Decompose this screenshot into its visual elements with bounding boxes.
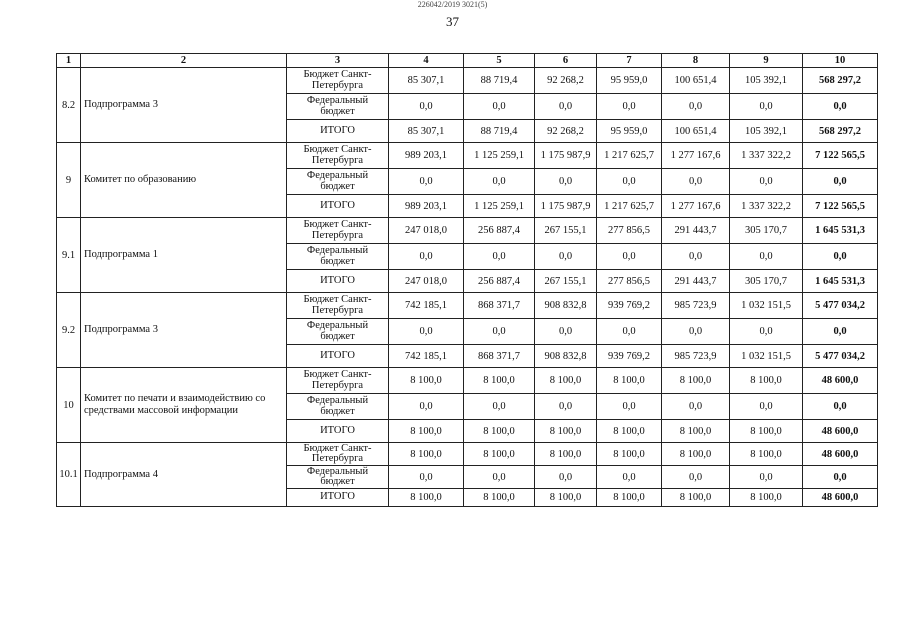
year-value: 0,0 bbox=[464, 169, 535, 195]
year-value: 8 100,0 bbox=[662, 420, 730, 443]
year-value: 0,0 bbox=[464, 94, 535, 120]
column-header: 8 bbox=[662, 54, 730, 68]
total-value: 7 122 565,5 bbox=[803, 143, 878, 169]
table-row bbox=[57, 443, 878, 466]
year-value: 0,0 bbox=[535, 169, 597, 195]
program-name: Подпрограмма 3 bbox=[81, 293, 287, 368]
funding-source: Бюджет Санкт-Петербурга bbox=[287, 218, 389, 244]
column-header: 7 bbox=[597, 54, 662, 68]
year-value: 0,0 bbox=[389, 466, 464, 489]
year-value: 277 856,5 bbox=[597, 270, 662, 293]
funding-source: Федеральный бюджет bbox=[287, 394, 389, 420]
year-value: 0,0 bbox=[464, 466, 535, 489]
year-value: 100 651,4 bbox=[662, 120, 730, 143]
total-value: 0,0 bbox=[803, 319, 878, 345]
year-value: 291 443,7 bbox=[662, 270, 730, 293]
program-name: Подпрограмма 4 bbox=[81, 443, 287, 507]
year-value: 0,0 bbox=[730, 244, 803, 270]
total-value: 48 600,0 bbox=[803, 368, 878, 394]
table-row bbox=[57, 68, 878, 94]
funding-source: Бюджет Санкт-Петербурга bbox=[287, 293, 389, 319]
year-value: 0,0 bbox=[662, 244, 730, 270]
year-value: 8 100,0 bbox=[535, 443, 597, 466]
year-value: 8 100,0 bbox=[662, 368, 730, 394]
budget-table bbox=[56, 53, 878, 507]
total-value: 48 600,0 bbox=[803, 443, 878, 466]
funding-source: ИТОГО bbox=[287, 420, 389, 443]
year-value: 0,0 bbox=[389, 319, 464, 345]
column-header: 5 bbox=[464, 54, 535, 68]
year-value: 8 100,0 bbox=[730, 489, 803, 507]
year-value: 92 268,2 bbox=[535, 68, 597, 94]
year-value: 8 100,0 bbox=[662, 489, 730, 507]
total-value: 0,0 bbox=[803, 244, 878, 270]
column-header: 3 bbox=[287, 54, 389, 68]
year-value: 0,0 bbox=[597, 394, 662, 420]
total-value: 1 645 531,3 bbox=[803, 270, 878, 293]
year-value: 0,0 bbox=[662, 466, 730, 489]
year-value: 0,0 bbox=[464, 319, 535, 345]
year-value: 989 203,1 bbox=[389, 143, 464, 169]
total-value: 0,0 bbox=[803, 394, 878, 420]
year-value: 0,0 bbox=[662, 169, 730, 195]
program-name: Подпрограмма 1 bbox=[81, 218, 287, 293]
funding-source: Федеральный бюджет bbox=[287, 466, 389, 489]
year-value: 1 217 625,7 bbox=[597, 143, 662, 169]
table-body bbox=[57, 68, 878, 507]
year-value: 305 170,7 bbox=[730, 270, 803, 293]
year-value: 868 371,7 bbox=[464, 293, 535, 319]
table-row bbox=[57, 218, 878, 244]
funding-source: ИТОГО bbox=[287, 270, 389, 293]
year-value: 8 100,0 bbox=[464, 489, 535, 507]
funding-source: ИТОГО bbox=[287, 345, 389, 368]
year-value: 742 185,1 bbox=[389, 293, 464, 319]
year-value: 100 651,4 bbox=[662, 68, 730, 94]
year-value: 8 100,0 bbox=[389, 489, 464, 507]
row-number: 8.2 bbox=[57, 68, 81, 143]
year-value: 8 100,0 bbox=[389, 443, 464, 466]
year-value: 8 100,0 bbox=[662, 443, 730, 466]
year-value: 0,0 bbox=[730, 94, 803, 120]
year-value: 0,0 bbox=[464, 394, 535, 420]
row-number: 9.1 bbox=[57, 218, 81, 293]
year-value: 92 268,2 bbox=[535, 120, 597, 143]
total-value: 568 297,2 bbox=[803, 68, 878, 94]
total-value: 7 122 565,5 bbox=[803, 195, 878, 218]
year-value: 85 307,1 bbox=[389, 68, 464, 94]
program-name: Комитет по образованию bbox=[81, 143, 287, 218]
funding-source: Бюджет Санкт-Петербурга bbox=[287, 68, 389, 94]
funding-source: Федеральный бюджет bbox=[287, 169, 389, 195]
year-value: 88 719,4 bbox=[464, 120, 535, 143]
row-number: 10 bbox=[57, 368, 81, 443]
year-value: 1 277 167,6 bbox=[662, 195, 730, 218]
year-value: 8 100,0 bbox=[597, 443, 662, 466]
year-value: 0,0 bbox=[597, 244, 662, 270]
year-value: 0,0 bbox=[389, 94, 464, 120]
year-value: 267 155,1 bbox=[535, 270, 597, 293]
year-value: 1 125 259,1 bbox=[464, 195, 535, 218]
year-value: 8 100,0 bbox=[730, 420, 803, 443]
year-value: 1 217 625,7 bbox=[597, 195, 662, 218]
year-value: 0,0 bbox=[730, 169, 803, 195]
year-value: 985 723,9 bbox=[662, 345, 730, 368]
year-value: 939 769,2 bbox=[597, 345, 662, 368]
year-value: 0,0 bbox=[535, 394, 597, 420]
year-value: 0,0 bbox=[535, 244, 597, 270]
column-header: 6 bbox=[535, 54, 597, 68]
year-value: 95 959,0 bbox=[597, 120, 662, 143]
year-value: 267 155,1 bbox=[535, 218, 597, 244]
year-value: 0,0 bbox=[730, 466, 803, 489]
header-row bbox=[57, 54, 878, 68]
row-number: 9.2 bbox=[57, 293, 81, 368]
year-value: 291 443,7 bbox=[662, 218, 730, 244]
year-value: 85 307,1 bbox=[389, 120, 464, 143]
year-value: 908 832,8 bbox=[535, 345, 597, 368]
year-value: 8 100,0 bbox=[535, 489, 597, 507]
year-value: 1 032 151,5 bbox=[730, 293, 803, 319]
funding-source: Федеральный бюджет bbox=[287, 94, 389, 120]
year-value: 0,0 bbox=[597, 319, 662, 345]
program-name: Подпрограмма 3 bbox=[81, 68, 287, 143]
total-value: 48 600,0 bbox=[803, 420, 878, 443]
funding-source: Федеральный бюджет bbox=[287, 244, 389, 270]
total-value: 48 600,0 bbox=[803, 489, 878, 507]
funding-source: ИТОГО bbox=[287, 195, 389, 218]
year-value: 8 100,0 bbox=[597, 420, 662, 443]
year-value: 105 392,1 bbox=[730, 68, 803, 94]
year-value: 1 125 259,1 bbox=[464, 143, 535, 169]
year-value: 0,0 bbox=[464, 244, 535, 270]
year-value: 0,0 bbox=[535, 94, 597, 120]
year-value: 88 719,4 bbox=[464, 68, 535, 94]
total-value: 0,0 bbox=[803, 466, 878, 489]
total-value: 1 645 531,3 bbox=[803, 218, 878, 244]
column-header: 4 bbox=[389, 54, 464, 68]
funding-source: Федеральный бюджет bbox=[287, 319, 389, 345]
year-value: 0,0 bbox=[389, 244, 464, 270]
year-value: 0,0 bbox=[730, 394, 803, 420]
year-value: 8 100,0 bbox=[389, 368, 464, 394]
year-value: 939 769,2 bbox=[597, 293, 662, 319]
year-value: 8 100,0 bbox=[535, 420, 597, 443]
year-value: 868 371,7 bbox=[464, 345, 535, 368]
year-value: 0,0 bbox=[662, 319, 730, 345]
year-value: 0,0 bbox=[597, 466, 662, 489]
row-number: 9 bbox=[57, 143, 81, 218]
year-value: 1 277 167,6 bbox=[662, 143, 730, 169]
year-value: 0,0 bbox=[597, 169, 662, 195]
year-value: 1 337 322,2 bbox=[730, 195, 803, 218]
year-value: 256 887,4 bbox=[464, 218, 535, 244]
table-row bbox=[57, 143, 878, 169]
year-value: 8 100,0 bbox=[730, 443, 803, 466]
year-value: 247 018,0 bbox=[389, 270, 464, 293]
table-row bbox=[57, 293, 878, 319]
total-value: 0,0 bbox=[803, 94, 878, 120]
year-value: 8 100,0 bbox=[464, 368, 535, 394]
column-header: 10 bbox=[803, 54, 878, 68]
funding-source: Бюджет Санкт-Петербурга bbox=[287, 443, 389, 466]
year-value: 305 170,7 bbox=[730, 218, 803, 244]
program-name: Комитет по печати и взаимодействию со средствами массовой информации bbox=[81, 368, 287, 443]
year-value: 1 175 987,9 bbox=[535, 143, 597, 169]
funding-source: Бюджет Санкт-Петербурга bbox=[287, 143, 389, 169]
year-value: 8 100,0 bbox=[730, 368, 803, 394]
total-value: 5 477 034,2 bbox=[803, 293, 878, 319]
year-value: 105 392,1 bbox=[730, 120, 803, 143]
table-row bbox=[57, 368, 878, 394]
document-code: 226042/2019 3021(5) bbox=[417, 0, 488, 9]
year-value: 0,0 bbox=[597, 94, 662, 120]
page-number: 37 bbox=[446, 14, 459, 29]
year-value: 0,0 bbox=[535, 466, 597, 489]
year-value: 1 032 151,5 bbox=[730, 345, 803, 368]
year-value: 0,0 bbox=[389, 169, 464, 195]
funding-source: ИТОГО bbox=[287, 489, 389, 507]
year-value: 985 723,9 bbox=[662, 293, 730, 319]
year-value: 0,0 bbox=[535, 319, 597, 345]
total-value: 568 297,2 bbox=[803, 120, 878, 143]
year-value: 908 832,8 bbox=[535, 293, 597, 319]
column-header: 1 bbox=[57, 54, 81, 68]
year-value: 8 100,0 bbox=[597, 489, 662, 507]
year-value: 742 185,1 bbox=[389, 345, 464, 368]
column-header: 2 bbox=[81, 54, 287, 68]
funding-source: Бюджет Санкт-Петербурга bbox=[287, 368, 389, 394]
funding-source: ИТОГО bbox=[287, 120, 389, 143]
year-value: 8 100,0 bbox=[464, 420, 535, 443]
total-value: 0,0 bbox=[803, 169, 878, 195]
year-value: 1 337 322,2 bbox=[730, 143, 803, 169]
year-value: 247 018,0 bbox=[389, 218, 464, 244]
year-value: 95 959,0 bbox=[597, 68, 662, 94]
year-value: 8 100,0 bbox=[389, 420, 464, 443]
year-value: 256 887,4 bbox=[464, 270, 535, 293]
year-value: 8 100,0 bbox=[535, 368, 597, 394]
year-value: 0,0 bbox=[662, 94, 730, 120]
year-value: 277 856,5 bbox=[597, 218, 662, 244]
year-value: 0,0 bbox=[389, 394, 464, 420]
total-value: 5 477 034,2 bbox=[803, 345, 878, 368]
year-value: 0,0 bbox=[662, 394, 730, 420]
row-number: 10.1 bbox=[57, 443, 81, 507]
year-value: 1 175 987,9 bbox=[535, 195, 597, 218]
column-header: 9 bbox=[730, 54, 803, 68]
year-value: 8 100,0 bbox=[464, 443, 535, 466]
year-value: 8 100,0 bbox=[597, 368, 662, 394]
year-value: 0,0 bbox=[730, 319, 803, 345]
year-value: 989 203,1 bbox=[389, 195, 464, 218]
